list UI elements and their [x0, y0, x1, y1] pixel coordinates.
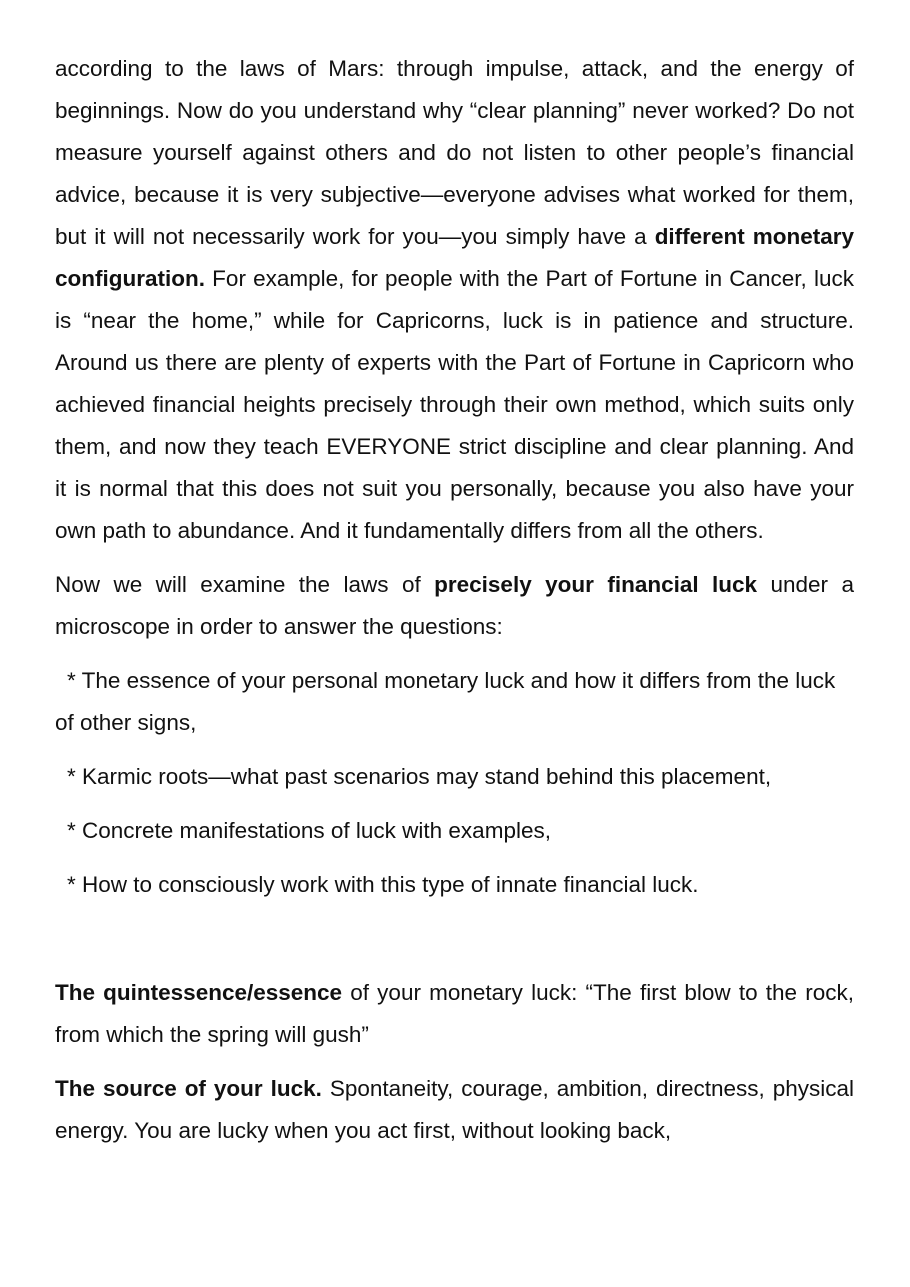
paragraph-text: according to the laws of Mars: through impulse, attack, and the energy of beginnings. Now do you understand why “clear planning” never worked? Do not measure yourself against others and do not listen to other people’s financial advice, because it is very subjective—everyone advises what worked for them, but it will not necessarily work for you—you simply have a: [55, 56, 854, 249]
bullet-item-manifestations: * Concrete manifestations of luck with examples,: [67, 818, 551, 843]
paragraph-text: of your monetary luck: “The first blow to the rock, from which the spring will gush”: [55, 980, 854, 1047]
paragraph-source-of-luck: [55, 1068, 854, 1152]
bold-phrase-precisely-your-financial-luck: precisely your financial luck: [434, 572, 758, 597]
paragraph-examine-laws: [55, 564, 854, 648]
paragraph-text: Spontaneity, courage, ambition, directness, physical energy. You are lucky when you act first, without looking back,: [55, 1076, 855, 1143]
paragraph-text: Now we will examine the laws of: [55, 572, 435, 597]
section-spacer: [55, 918, 854, 972]
paragraph-mars-laws: [55, 48, 854, 552]
bold-phrase-different-monetary-configuration: different monetary configuration.: [55, 224, 854, 291]
paragraph-quintessence: [55, 972, 854, 1056]
paragraph-text: under a microscope in order to answer the questions:: [55, 572, 854, 639]
document-page: [55, 48, 854, 1164]
bullet-item-essence: * The essence of your personal monetary luck and how it differs from the luck of other signs,: [55, 668, 836, 735]
bullet-item-conscious-work: * How to consciously work with this type of innate financial luck.: [67, 872, 699, 897]
bold-phrase-source-of-luck: The source of your luck.: [55, 1076, 322, 1101]
bullet-item-karmic-roots: * Karmic roots—what past scenarios may stand behind this placement,: [67, 764, 772, 789]
bold-phrase-quintessence: The quintessence/essence: [55, 980, 343, 1005]
paragraph-text: For example, for people with the Part of Fortune in Cancer, luck is “near the home,” while for Capricorns, luck is in patience and structure. Around us there are plenty of experts with the Part of Fortune in Capricorn who achieved financial heights precisely through their own method, which suits only them, and now they teach EVERYONE strict discipline and clear planning. And it is normal that this does not suit you personally, because you also have your own path to abundance. And it fundamentally differs from all the others.: [55, 266, 854, 543]
